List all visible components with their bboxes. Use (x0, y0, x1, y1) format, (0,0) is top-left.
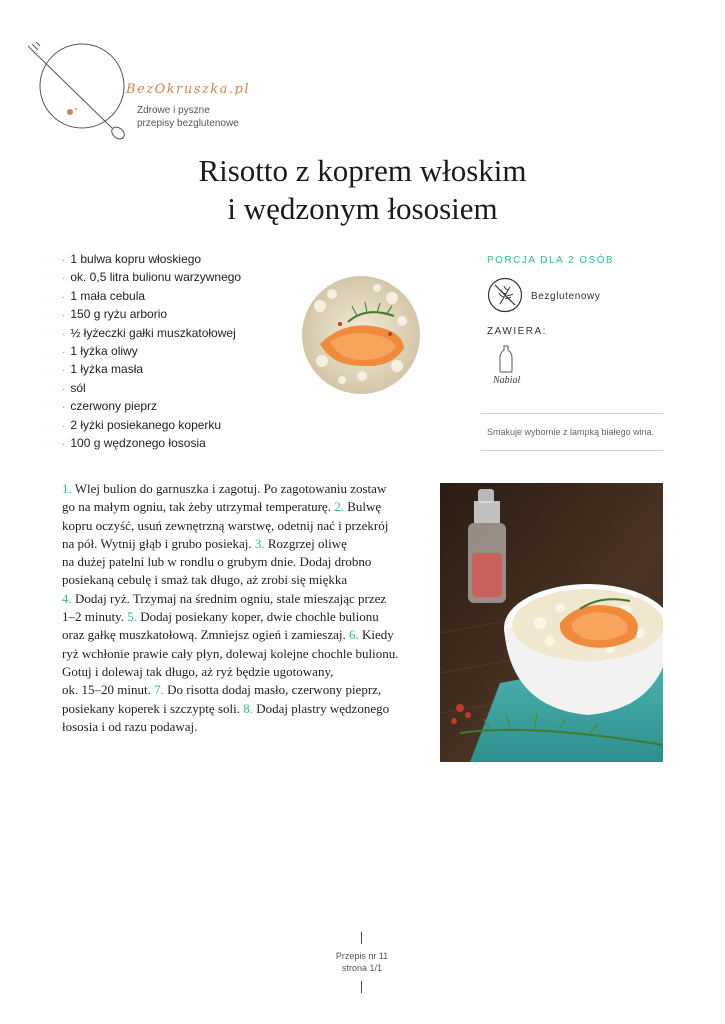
ingredient-text: sól (70, 380, 86, 395)
milk-bottle-icon (499, 345, 513, 373)
ingredient-text: ok. 0,5 litra bulionu warzywnego (70, 270, 242, 285)
step-text: na pół. Wytnij głąb i grubo posiekaj. (62, 535, 255, 551)
brand-name: BezOkruszka.pl (126, 82, 250, 97)
step-line (62, 626, 422, 644)
bullet-dot: · (62, 328, 66, 340)
brand-tagline-line: przepisy bezglutenowe (137, 118, 239, 129)
step-text: Rozgrzej oliwę (264, 535, 347, 551)
step-text: Do risotta dodaj masło, czerwony pieprz, (163, 682, 382, 698)
bullet-dot: · (62, 402, 66, 414)
step-text: ok. 15–20 minut. (62, 682, 155, 698)
step-text: Dodaj posiekany koper, dwie chochle bulionu (137, 609, 379, 625)
ingredient-text: czerwony pieprz (70, 399, 158, 414)
step-text: go na małym ogniu, tak żeby utrzymał temperaturę. (62, 499, 335, 515)
ingredient-item (62, 251, 302, 269)
recipe-title (0, 152, 725, 228)
gluten-free-icon (487, 277, 523, 313)
ingredient-item (62, 288, 302, 306)
logo-plate-icon (24, 42, 134, 142)
step-line (62, 571, 422, 589)
bullet-dot: · (62, 383, 66, 395)
footer-divider (361, 981, 362, 993)
step-number: 3. (254, 535, 265, 551)
step-number: 8. (243, 700, 253, 716)
ingredient-item (62, 398, 302, 416)
step-text: Kiedy (358, 627, 394, 643)
step-text: Wlej bulion do garnuszka i zagotuj. Po zagotowaniu zostaw (71, 481, 387, 496)
ingredient-item (62, 269, 302, 287)
step-number: 5. (127, 609, 137, 625)
bullet-dot: · (62, 291, 66, 303)
step-number: 1. (62, 481, 72, 496)
recipe-number: Przepis nr 11 (335, 951, 389, 961)
step-line (62, 681, 422, 699)
divider (481, 413, 663, 414)
step-text: na dużej patelni lub w rondlu o grubym dnie. Dodaj drobno (62, 554, 372, 570)
ingredient-text: ½ łyżeczki gałki muszkatołowej (70, 325, 236, 340)
dairy-label: Nabiał (493, 375, 521, 386)
ingredient-item (62, 435, 302, 453)
footer-divider (361, 932, 362, 944)
step-text: oraz gałkę muszkatołową. Zmniejsz ogień i zamieszaj. (62, 627, 349, 643)
step-line (62, 535, 422, 553)
risotto-round-photo (302, 276, 420, 394)
ingredient-item (62, 361, 302, 379)
bullet-dot: · (62, 310, 66, 322)
ingredient-text: 1 mała cebula (70, 288, 146, 303)
preparation-steps (62, 480, 422, 736)
bullet-dot: · (62, 273, 66, 285)
step-line (62, 645, 422, 663)
ingredient-text: 100 g wędzonego łososia (70, 436, 206, 451)
ingredient-item (62, 417, 302, 435)
risotto-main-photo (440, 483, 663, 762)
step-text: Dodaj ryż. Trzymaj na średnim ogniu, stale mieszając przez (71, 590, 387, 606)
ingredient-item (62, 306, 302, 324)
brand-tagline-line: Zdrowe i pyszne (137, 105, 210, 116)
portion-label: PORCJA DLA 2 OSÓB (487, 255, 615, 266)
step-line (62, 590, 422, 608)
ingredient-text: 1 łyżka oliwy (70, 344, 138, 359)
step-line (62, 517, 422, 535)
step-text: posiekaną cebulę i smaż tak długo, aż zrobi się miękka (62, 572, 348, 588)
step-text: ryż wchłonie prawie cały płyn, dolewaj kolejne chochle bulionu. (62, 645, 399, 661)
brand-tagline (137, 104, 277, 130)
step-text: 1–2 minuty. (62, 609, 128, 625)
recipe-title-line: Risotto z koprem włoskim (198, 153, 527, 188)
step-number: 7. (154, 682, 164, 698)
step-text: Bulwę (343, 499, 382, 515)
step-line (62, 498, 422, 516)
step-text: posiekany koperek i szczyptę soli. (62, 700, 244, 716)
bullet-dot: · (62, 365, 66, 377)
gluten-free-label: Bezglutenowy (531, 291, 601, 302)
page-footer (312, 950, 412, 974)
page-number: strona 1/1 (341, 963, 383, 973)
contains-label: ZAWIERA: (487, 326, 547, 337)
step-line (62, 480, 422, 498)
bullet-dot: · (62, 255, 66, 266)
step-line (62, 663, 422, 681)
step-text: kopru oczyść, usuń zewnętrzną warstwę, odetnij nać i przekrój (62, 517, 389, 533)
ingredient-text: 2 łyżki posiekanego koperku (70, 417, 222, 432)
step-line (62, 718, 422, 736)
step-line (62, 608, 422, 626)
bullet-dot: · (62, 420, 66, 432)
step-line (62, 700, 422, 718)
ingredient-text: 150 g ryżu arborio (70, 307, 168, 322)
step-number: 4. (62, 590, 72, 606)
step-line (62, 553, 422, 571)
ingredient-item (62, 325, 302, 343)
pairing-note: Smakuje wybornie z lampką białego wina. (487, 427, 655, 437)
step-number: 2. (334, 499, 344, 515)
ingredient-item (62, 380, 302, 398)
bullet-dot: · (62, 439, 66, 451)
step-number: 6. (348, 627, 359, 643)
ingredient-text: 1 łyżka masła (70, 362, 144, 377)
step-text: Gotuj i dolewaj tak długo, aż ryż będzie ugotowany, (62, 663, 334, 679)
ingredient-text: 1 bulwa kopru włoskiego (70, 252, 202, 266)
bullet-dot: · (62, 347, 66, 359)
recipe-title-line: i wędzonym łososiem (227, 191, 498, 226)
step-text: łososia i od razu podawaj. (62, 718, 198, 734)
step-text: Dodaj plastry wędzonego (252, 700, 390, 716)
ingredients-list (62, 251, 302, 453)
ingredient-item (62, 343, 302, 361)
divider (481, 450, 663, 451)
